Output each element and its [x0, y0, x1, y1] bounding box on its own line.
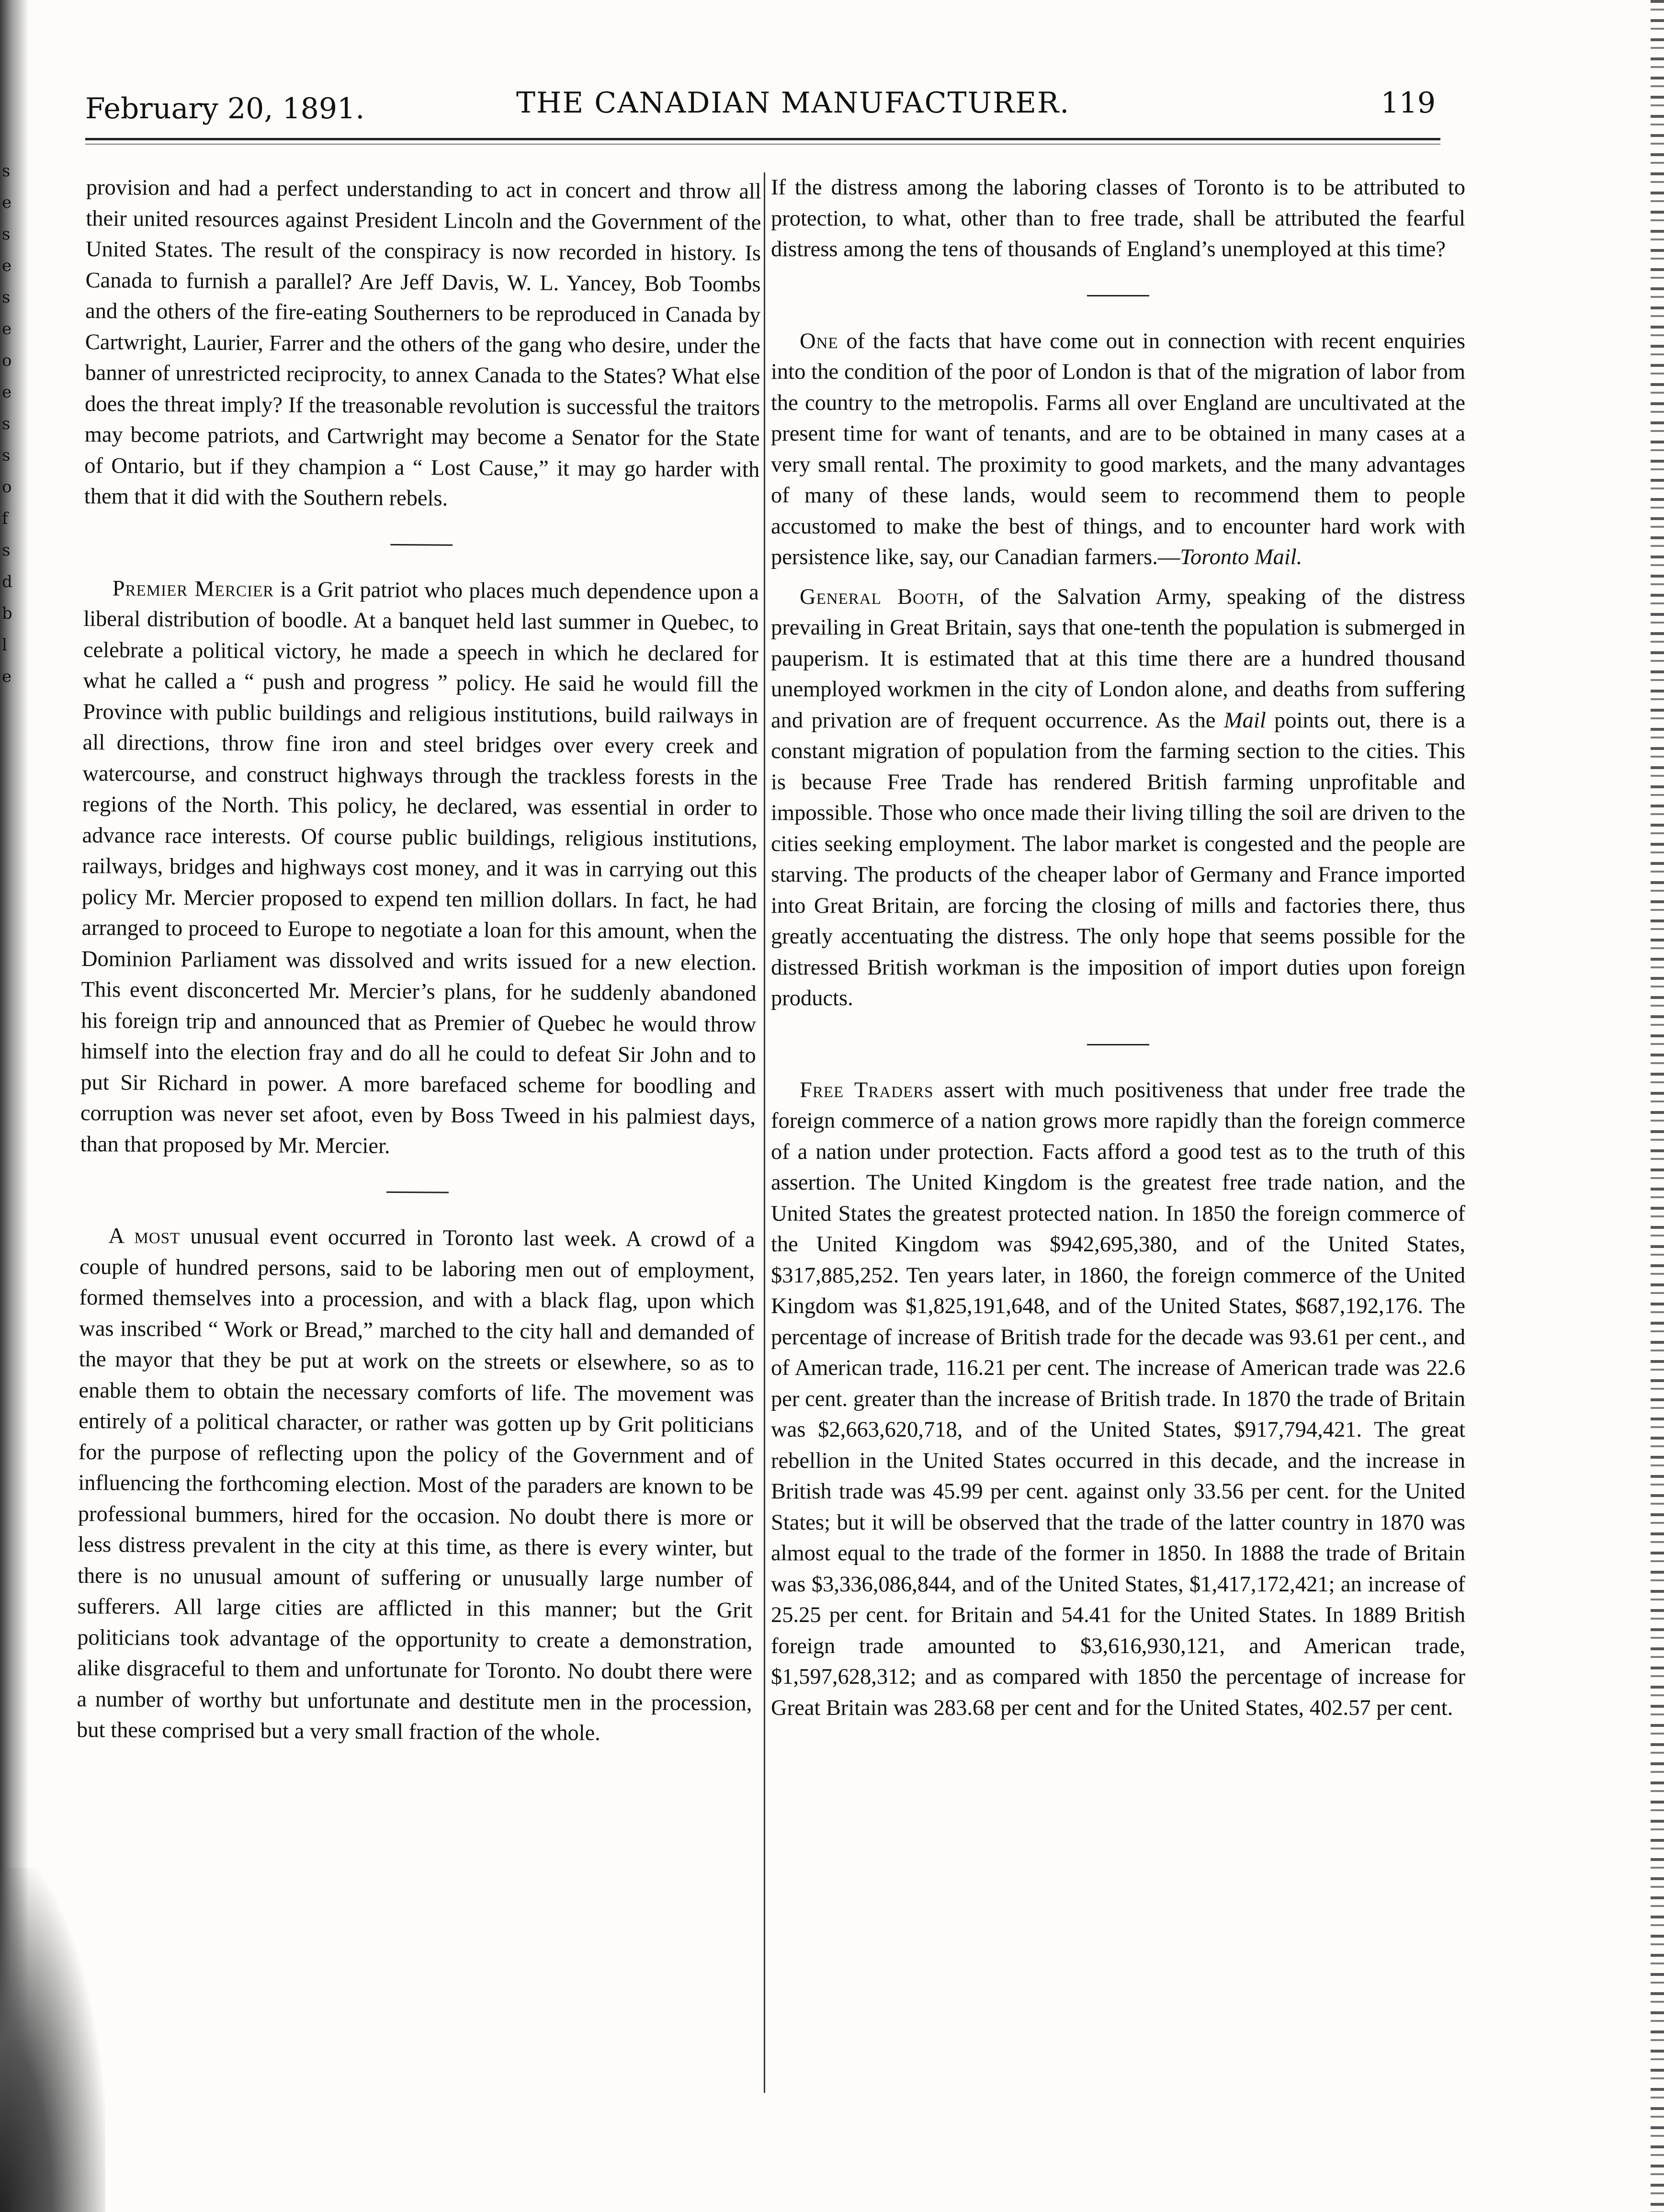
- page-edge-noise: [1651, 0, 1664, 2212]
- section-separator: [390, 544, 453, 545]
- margin-fragment: f: [2, 509, 8, 528]
- lead-words: One: [800, 329, 838, 353]
- margin-fragment: s: [2, 225, 11, 244]
- running-head: [85, 86, 1436, 134]
- issue-date: February 20, 1891.: [85, 92, 365, 125]
- article-paragraph: [771, 582, 1465, 1014]
- margin-fragment: s: [2, 414, 11, 433]
- margin-fragment: d: [2, 572, 12, 591]
- paragraph-text: points out, there is a constant migration of population from the farming section to the cities. This is because Free Trade has rendered British farming unprofitable and impossible. Those who once made their living tilling the soil are driven to the cities seeking employment. The labor market is congested and the people are starving. The products of the cheaper labor of Germany and France imported into Great Britain, are forcing the closing of mills and factories there, thus greatly accentuating the distress. The only hope that seems possible for the distressed British workman is the imposition of import duties upon foreign products.: [771, 708, 1465, 1010]
- lead-words: Free Traders: [800, 1078, 934, 1102]
- lead-words: A most: [108, 1224, 181, 1249]
- facing-page-fragments: [2, 163, 21, 700]
- margin-fragment: e: [2, 667, 12, 686]
- margin-fragment: b: [2, 604, 12, 623]
- margin-fragment: e: [2, 256, 12, 275]
- right-column: [771, 172, 1465, 1724]
- margin-fragment: s: [2, 541, 11, 560]
- paragraph-text: of the Salvation Army, speaking of the distress prevailing in Great Britain, says that one-tenth the population is submerged in pauperism. It is estimated that at this time there are a hundred thousand unemployed workmen in the city of London alone, and deaths from suffering and privation are of frequent occurrence. As the: [771, 584, 1465, 733]
- paragraph-text: of the facts that have come out in connection with recent enquiries into the condition of the poor of London is that of the migration of labor from the country to the metropolis. Farms all over England are uncultivated at the present time for want of tenants, and are to be obtained in many cases at a very small rental. The proximity to good markets, and the many advantages of many of these lands, would seem to recommend them to people accustomed to make the best of things, and to encounter hard work with persistence like, say, our Canadian farmers.—: [771, 329, 1465, 569]
- margin-fragment: e: [2, 319, 12, 339]
- paragraph-text: assert with much positiveness that under free trade the foreign commerce of a nation grows more rapidly than the foreign commerce of a nation under protection. Facts afford a good test as to the truth of this assertion. The United Kingdom is the greatest free trade nation, and the United States the greatest protected nation. In 1850 the foreign commerce of the United Kingdom was $942,695,380, and of the United States, $317,885,252. Ten years later, in 1860, the foreign commerce of the United Kingdom was $1,825,191,648, and of the United States, $687,192,176. The percentage of increase of British trade for the decade was 93.61 per cent., and of American trade, 116.21 per cent. The increase of American trade was 22.6 per cent. greater than the increase of British trade. In 1870 the trade of Britain was $2,663,620,718, and of the United States, $917,794,421. The great rebellion in the United States occurred in this decade, and the increase in British trade was 45.99 per cent. against only 33.56 per cent. for the United States; but it will be observed that the trade of the latter country in 1870 was almost equal to the trade of the former in 1850. In 1888 the trade of Britain was $3,336,086,844, and of the United States, $1,417,172,421; an increase of 25.25 per cent. for Britain and 54.41 for the United States. In 1889 British foreign trade amounted to $3,616,930,121, and American trade, $1,597,628,312; and as compared with 1850 the percentage of increase for Great Britain was 283.68 per cent and for the United States, 402.57 per cent.: [771, 1078, 1466, 1720]
- margin-fragment: e: [2, 383, 12, 402]
- header-rule-thin: [85, 144, 1440, 145]
- lead-words: General Booth,: [800, 584, 965, 609]
- article-paragraph: If the distress among the laboring classes of Toronto is to be attributed to protection, to what, other than to free trade, shall be attributed the fearful distress among the tens of thousands of England’s unemployed at this time?: [771, 175, 1465, 261]
- article-paragraph: [771, 326, 1465, 573]
- paragraph-text: is a Grit patriot who places much dependence upon a liberal distribution of boodle. At a banquet held last summer in Quebec, to celebrate a political victory, he made a speech in which he declared for what he called a “ push and progress ” policy. He said he would fill the Province with public buildings and religious institutions, build railways in all directions, throw fine iron and steel bridges over every creek and watercourse, and construct highways through the trackless forests in the regions of the North. This policy, he declared, was essential in order to advance race interests. Of course public buildings, religious institutions, railways, bridges and highways cost money, and it was in carrying out this policy Mr. Mercier proposed to expend ten million dollars. In fact, he had arranged to proceed to Europe to negotiate a loan for this amount, when the Dominion Parliament was dissolved and writs issued for a new election. This event disconcerted Mr. Mercier’s plans, for he suddenly abandoned his foreign trip and announced that as Premier of Quebec he would throw himself into the election fray and do all he could to defeat Sir John and to put Sir Richard in power. A more barefaced scheme for boodling and corruption was never set afoot, even by Boss Tweed in his palmiest days, than that proposed by Mr. Mercier.: [80, 577, 759, 1158]
- binding-shadow-bottom: [0, 1868, 105, 2212]
- margin-fragment: s: [2, 446, 11, 465]
- paragraph-text: unusual event occurred in Toronto last week. A crowd of a couple of hundred persons, said to be laboring men out of employment, formed themselves into a procession, and with a black flag, upon which was inscribed “ Work or Bread,” marched to the city hall and demanded of the mayor that they be put at work on the streets or elsewhere, so as to enable them to obtain the necessary comforts of life. The movement was entirely of a political character, or rather was gotten up by Grit politicians for the purpose of reflecting upon the policy of the Government and of influencing the forthcoming election. Most of the paraders are known to be professional bummers, hired for the occasion. No doubt there is more or less distress prevalent in the city at this time, as there is every winter, but there is no unusual amount of suffering or unusually large number of sufferers. All large cities are afflicted in this manner; but the Grit politicians took advantage of the opportunity to create a demonstration, alike disgraceful to them and unfortunate for Toronto. No doubt there were a number of worthy but unfortunate and destitute men in the procession, but these comprised but a very small fraction of the whole.: [76, 1224, 755, 1746]
- margin-fragment: o: [2, 351, 12, 370]
- publication-title: THE CANADIAN MANUFACTURER.: [516, 86, 1070, 120]
- header-rule: [85, 138, 1440, 140]
- paper-name: Mail: [1223, 708, 1266, 733]
- article-paragraph: [77, 1221, 755, 1750]
- article-paragraph: provision and had a perfect understanding to act in concert and throw all their united resources against President Lincoln and the Government of the United States. The result of the conspiracy is now recorded in history. Is Canada to furnish a parallel? Are Jeff Davis, W. L. Yancey, Bob Toombs and the others of the fire-eating Southerners to be reproduced in Canada by Cartwright, Laurier, Farrer and the others of the gang who desire, under the banner of unrestricted reciprocity, to annex Canada to the States? What else does the threat imply? If the treasonable revolution is successful the traitors may become patriots, and Cartwright may become a Senator for the State of Ontario, but if they champion a “ Lost Cause,” it may go harder with them that it did with the Southern rebels.: [84, 175, 761, 511]
- margin-fragment: s: [2, 161, 11, 181]
- section-separator: [1087, 1044, 1149, 1045]
- margin-fragment: e: [2, 193, 12, 212]
- article-paragraph: [771, 1075, 1465, 1724]
- left-column: [77, 172, 761, 1750]
- margin-fragment: l: [2, 635, 7, 655]
- margin-fragment: o: [2, 477, 12, 497]
- page-number: 119: [1381, 86, 1436, 120]
- lead-words: Premier Mercier: [112, 576, 274, 601]
- column-divider: [764, 172, 765, 2093]
- margin-fragment: s: [2, 288, 11, 307]
- article-paragraph: [80, 573, 758, 1164]
- source-credit: Toronto Mail.: [1180, 545, 1302, 569]
- section-separator: [386, 1191, 449, 1193]
- section-separator: [1087, 295, 1149, 296]
